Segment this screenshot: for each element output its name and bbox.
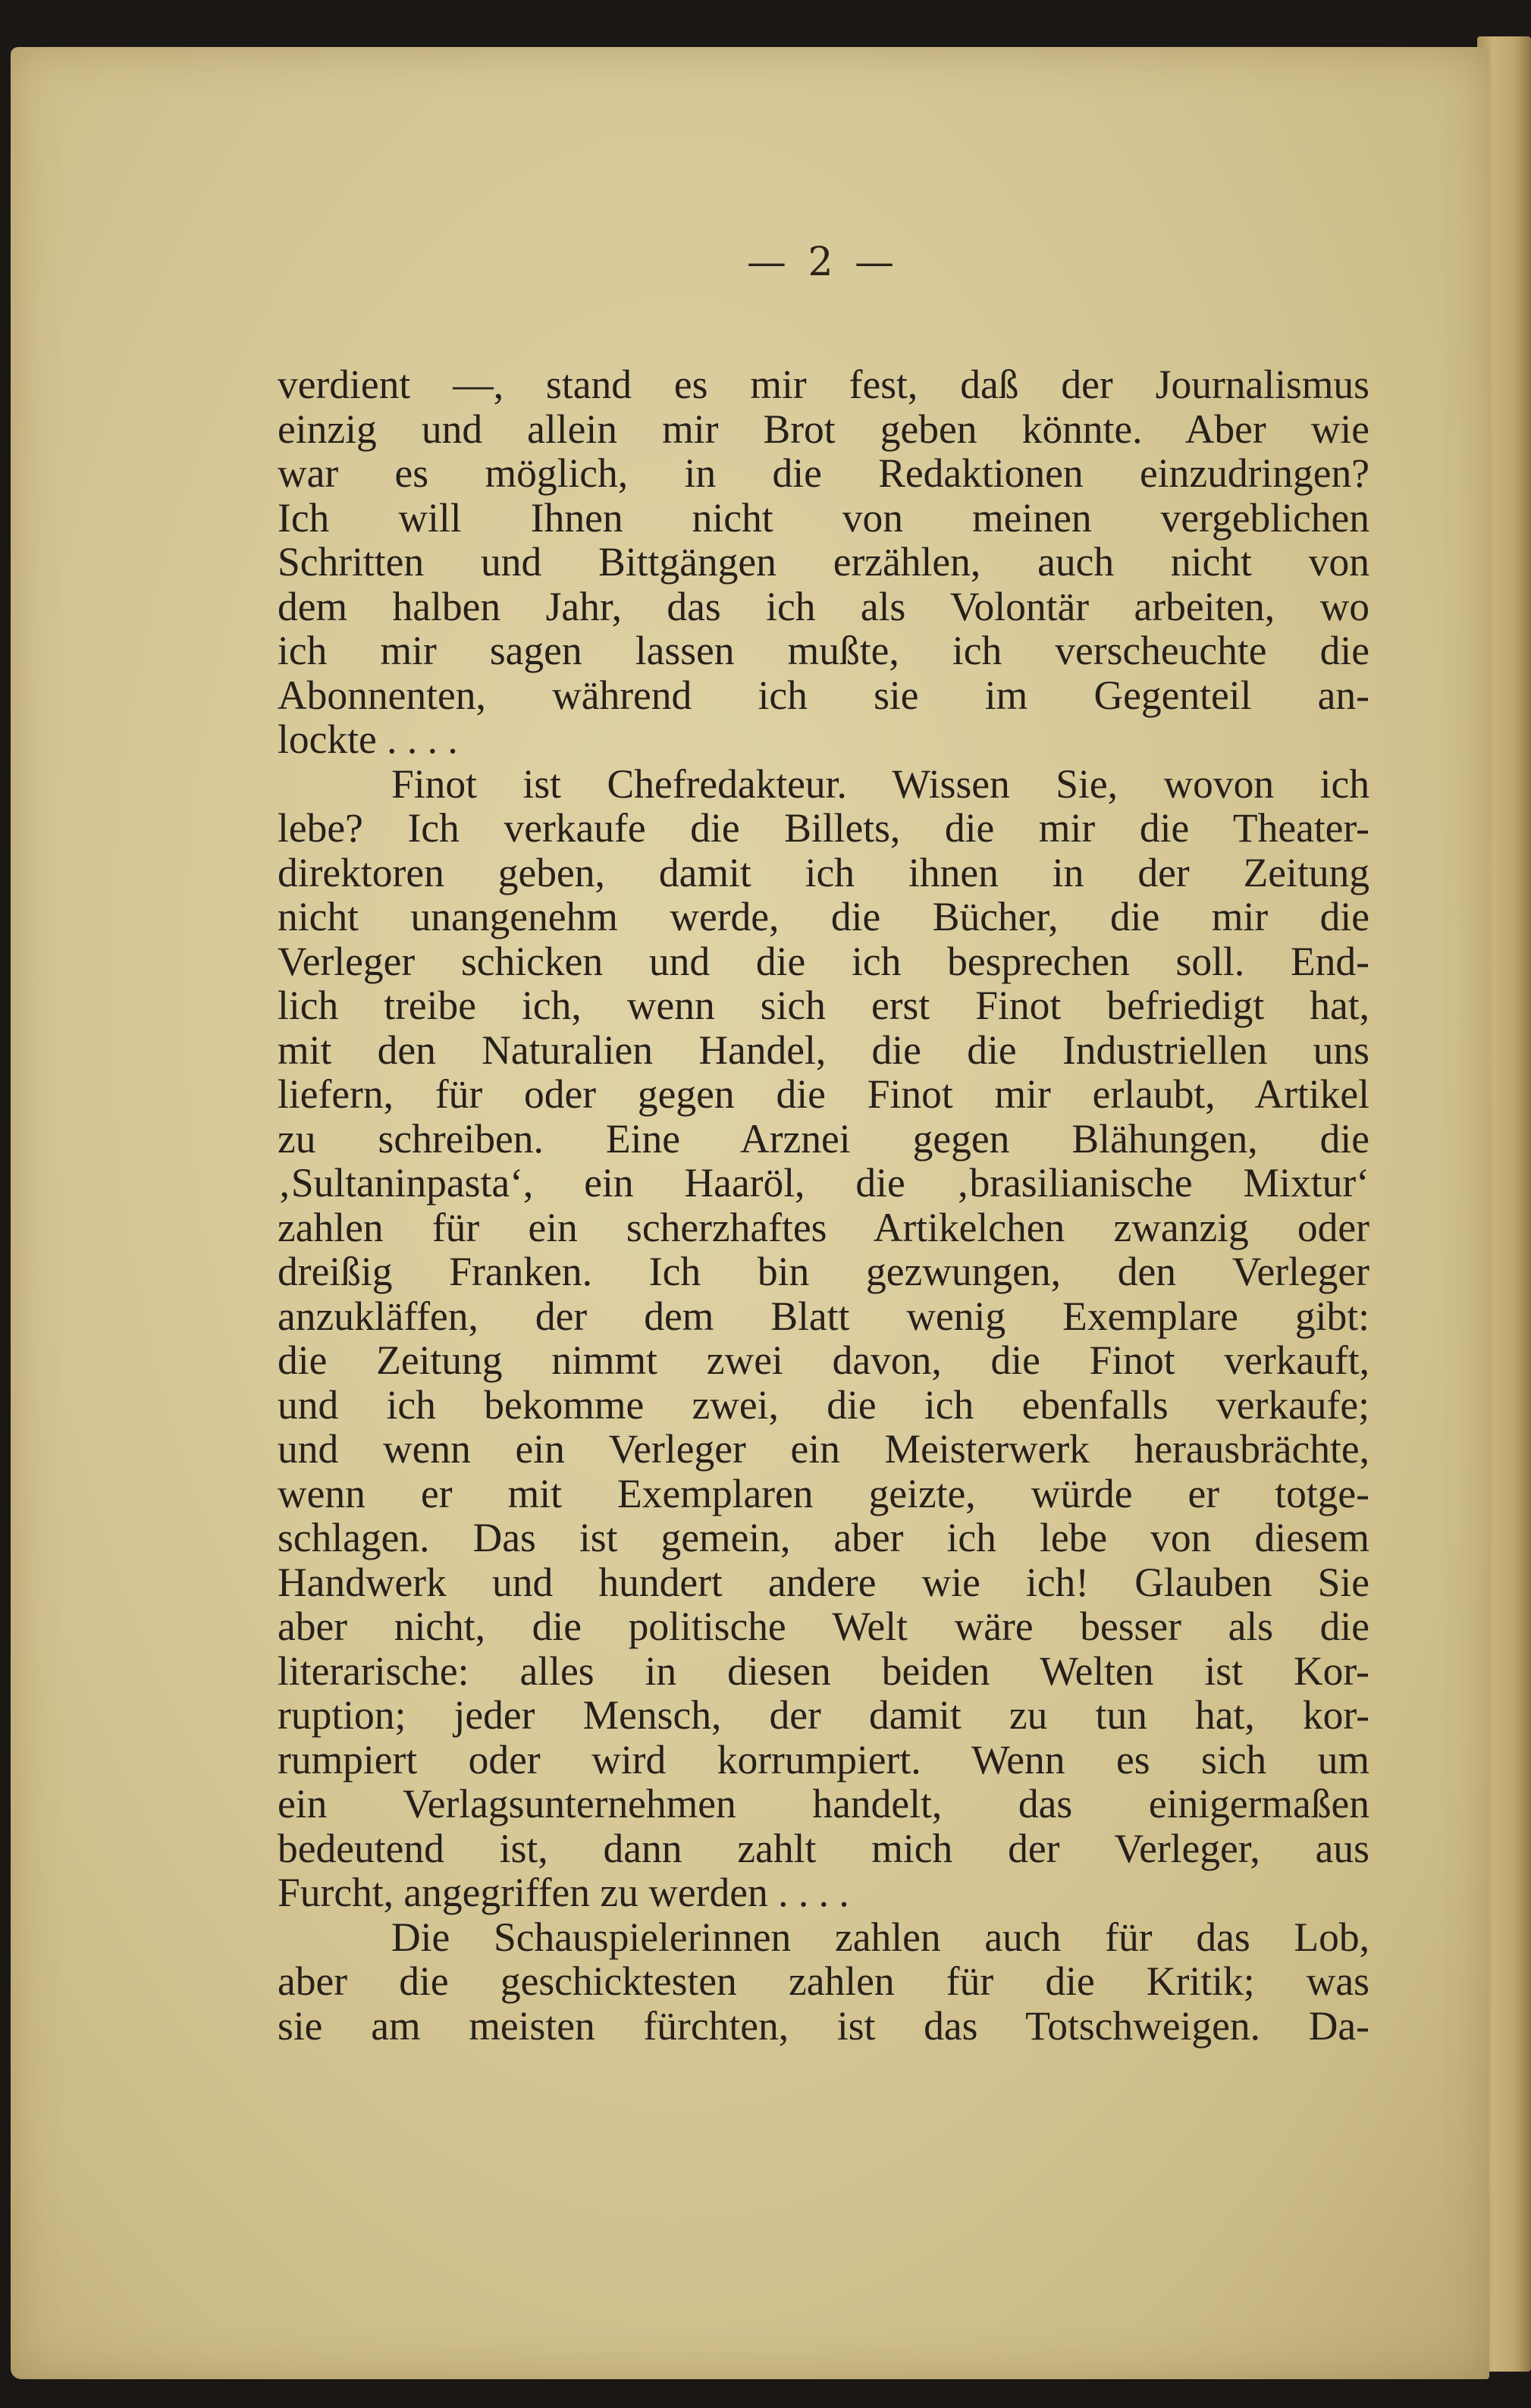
text-line: nicht unangenehm werde, die Bücher, die mir die: [278, 894, 1369, 939]
text-line: verdient —, stand es mir fest, daß der Journalismus: [278, 362, 1369, 407]
body-text: [278, 362, 1369, 2048]
text-line: dreißig Franken. Ich bin gezwungen, den Verleger: [278, 1249, 1369, 1294]
text-line: liefern, für oder gegen die Finot mir erlaubt, Artikel: [278, 1071, 1369, 1117]
text-line: rumpiert oder wird korrumpiert. Wenn es sich um: [278, 1736, 1369, 1782]
text-line: aber nicht, die politische Welt wäre besser als die: [278, 1604, 1369, 1649]
text-line: die Zeitung nimmt zwei davon, die Finot verkauft,: [278, 1337, 1369, 1383]
text-line: Abonnenten, während ich sie im Gegenteil an-: [278, 672, 1369, 718]
page-number: — 2 —: [746, 240, 899, 285]
text-line: einzig und allein mir Brot geben könnte. Aber wie: [278, 406, 1369, 452]
text-line: direktoren geben, damit ich ihnen in der Zeitung: [278, 849, 1369, 895]
text-line: Handwerk und hundert andere wie ich! Glauben Sie: [278, 1559, 1369, 1605]
paragraph-start: Die Schauspielerinnen zahlen auch für das Lob,: [391, 1914, 1369, 1960]
text-line: sie am meisten fürchten, ist das Totschweigen. Da-: [278, 2002, 1369, 2049]
text-line: ich mir sagen lassen mußte, ich verscheuchte die: [278, 628, 1369, 673]
text-line: Furcht, angegriffen zu werden . . . .: [278, 1870, 849, 1915]
paragraph-start: Finot ist Chefredakteur. Wissen Sie, wovon ich: [391, 760, 1369, 807]
text-line: lockte . . . .: [278, 716, 458, 762]
text-line: anzukläffen, der dem Blatt wenig Exemplare gibt:: [278, 1293, 1369, 1339]
text-line: ein Verlagsunternehmen handelt, das einigermaßen: [278, 1781, 1369, 1826]
text-line: dem halben Jahr, das ich als Volontär arbeiten, wo: [278, 583, 1369, 629]
text-line: ruption; jeder Mensch, der damit zu tun hat, kor-: [278, 1692, 1369, 1738]
text-line: wenn er mit Exemplaren geizte, würde er totge-: [278, 1470, 1369, 1516]
text-line: Schritten und Bittgängen erzählen, auch nicht von: [278, 539, 1369, 585]
text-line: aber die geschicktesten zahlen für die Kritik; was: [278, 1958, 1369, 2004]
text-line: Verleger schicken und die ich besprechen soll. End-: [278, 938, 1369, 984]
text-line: und wenn ein Verleger ein Meisterwerk herausbrächte,: [278, 1426, 1369, 1472]
text-line: lebe? Ich verkaufe die Billets, die mir die Theater-: [278, 805, 1369, 851]
text-line: und ich bekomme zwei, die ich ebenfalls verkaufe;: [278, 1381, 1369, 1428]
text-line: ‚Sultaninpasta‘, ein Haaröl, die ‚brasilianische Mixtur‘: [278, 1160, 1369, 1206]
text-line: zu schreiben. Eine Arznei gegen Blähungen, die: [278, 1115, 1369, 1162]
text-line: war es möglich, in die Redaktionen einzudringen?: [278, 450, 1369, 496]
text-line: bedeutend ist, dann zahlt mich der Verleger, aus: [278, 1825, 1369, 1871]
text-line: schlagen. Das ist gemein, aber ich lebe von diesem: [278, 1515, 1369, 1560]
text-line: mit den Naturalien Handel, die die Industriellen uns: [278, 1027, 1369, 1073]
text-line: zahlen für ein scherzhaftes Artikelchen zwanzig oder: [278, 1204, 1369, 1250]
text-line: Ich will Ihnen nicht von meinen vergeblichen: [278, 494, 1369, 541]
text-line: literarische: alles in diesen beiden Welten ist Kor-: [278, 1648, 1369, 1694]
text-line: lich treibe ich, wenn sich erst Finot befriedigt hat,: [278, 983, 1369, 1028]
